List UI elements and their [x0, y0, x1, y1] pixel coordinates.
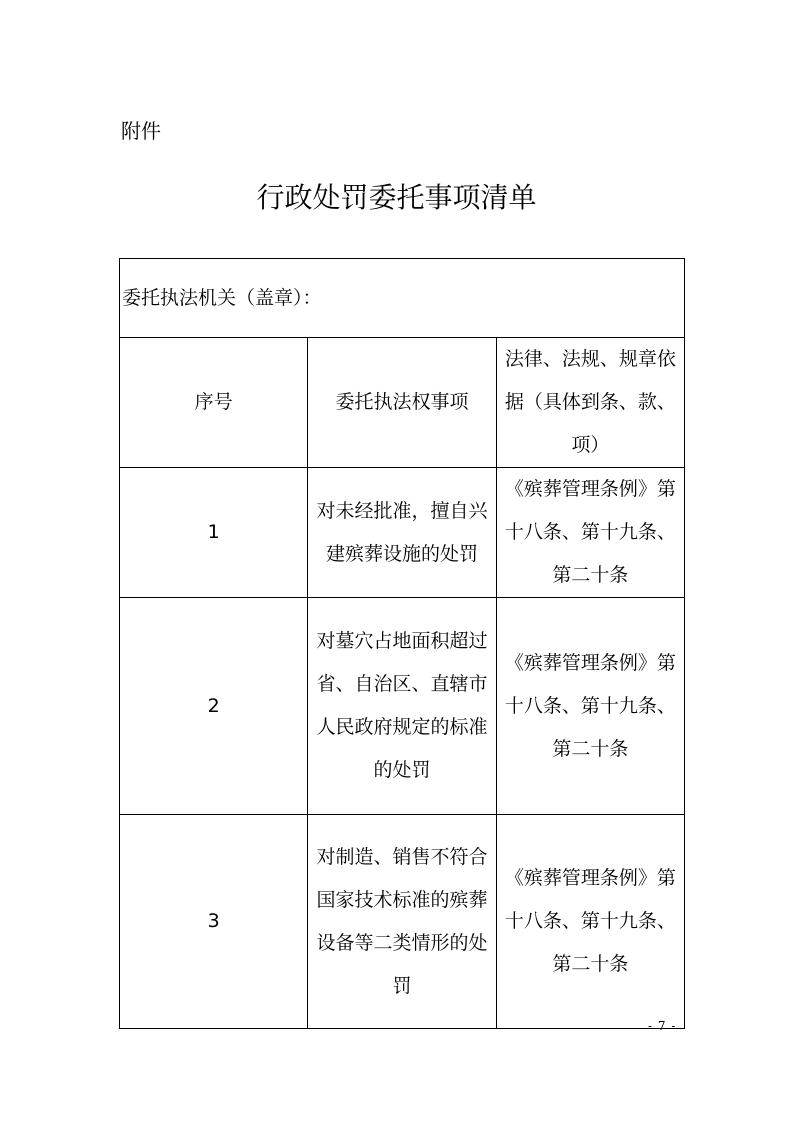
header-no: 序号 [120, 338, 308, 468]
agency-row [120, 259, 685, 338]
header-row [120, 338, 685, 468]
document-title: 行政处罚委托事项清单 [256, 181, 537, 214]
row-item: 对未经批准，擅自兴建殡葬设施的处罚 [308, 468, 496, 598]
row-basis: 《殡葬管理条例》第十八条、第十九条、第二十条 [496, 815, 684, 1029]
agency-label: 委托执法机关（盖章）： [122, 286, 322, 309]
table-row [120, 815, 685, 1029]
table-row [120, 598, 685, 815]
header-basis: 法律、法规、规章依据（具体到条、款、项） [496, 338, 684, 468]
row-item: 对墓穴占地面积超过省、自治区、直辖市人民政府规定的标准的处罚 [308, 598, 496, 815]
attachment-label: 附件 [121, 119, 161, 143]
row-basis: 《殡葬管理条例》第十八条、第十九条、第二十条 [496, 468, 684, 598]
page-number: - 7 - [648, 1019, 677, 1033]
row-no: 1 [120, 468, 308, 598]
delegation-table [119, 258, 685, 1029]
header-item: 委托执法权事项 [308, 338, 496, 468]
row-basis: 《殡葬管理条例》第十八条、第十九条、第二十条 [496, 598, 684, 815]
row-item: 对制造、销售不符合国家技术标准的殡葬设备等二类情形的处罚 [308, 815, 496, 1029]
row-no: 2 [120, 598, 308, 815]
agency-seal-cell [120, 259, 685, 338]
row-no: 3 [120, 815, 308, 1029]
table-row [120, 468, 685, 598]
